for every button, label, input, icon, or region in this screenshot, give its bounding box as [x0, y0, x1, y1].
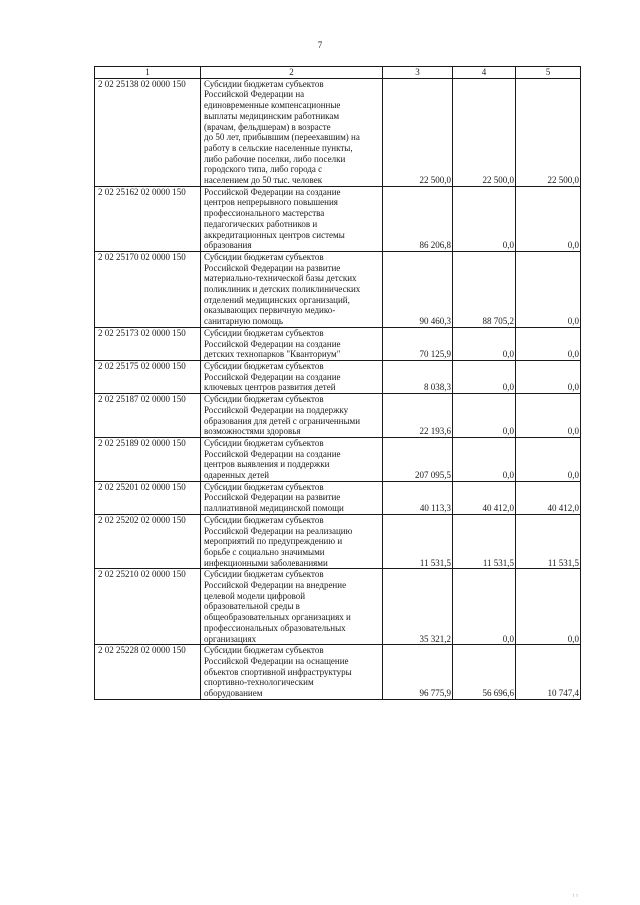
- table-row: [95, 78, 581, 186]
- table-row: [95, 569, 581, 645]
- description-cell: Субсидии бюджетам субъектов Российской Федерации на единовременные компенсационные выплаты медицинским работникам (врачам, фельдшерам) в возрасте до 50 лет, прибывшим (переехавшим) на работу в сельские населенные пункты, либо рабочие поселки, либо поселки городского типа, либо города с населением до 50 тыс. человек: [201, 78, 383, 186]
- description-cell: Субсидии бюджетам субъектов Российской Федерации на создание центров выявления и поддержки одаренных детей: [201, 437, 383, 481]
- description-cell: Субсидии бюджетам субъектов Российской Федерации на поддержку образования для детей с ограниченными возможностями здоровья: [201, 394, 383, 438]
- value-cell-col4: 22 500,0: [453, 78, 516, 186]
- budget-code-cell: 2 02 25201 02 0000 150: [95, 481, 201, 514]
- value-cell-col5: 40 412,0: [516, 481, 581, 514]
- table-row: [95, 327, 581, 360]
- value-cell-col5: 0,0: [516, 394, 581, 438]
- page-number: 7: [317, 40, 323, 50]
- budget-code-cell: 2 02 25173 02 0000 150: [95, 327, 201, 360]
- description-cell: Субсидии бюджетам субъектов Российской Федерации на реализацию мероприятий по предупреждению и борьбе с социально значимыми инфекционными заболеваниями: [201, 514, 383, 569]
- value-cell-col5: 0,0: [516, 360, 581, 393]
- value-cell-col3: 22 193,6: [383, 394, 453, 438]
- description-cell: Субсидии бюджетам субъектов Российской Федерации на развитие материально-технической базы детских поликлиник и детских поликлинических отделений медицинских организаций, оказывающих первичную медико- санитарную помощь: [201, 251, 383, 327]
- value-cell-col4: 88 705,2: [453, 251, 516, 327]
- description-cell: Субсидии бюджетам субъектов Российской Федерации на развитие паллиативной медицинской помощи: [201, 481, 383, 514]
- description-cell: Субсидии бюджетам субъектов Российской Федерации на создание ключевых центров развития детей: [201, 360, 383, 393]
- column-header: 3: [383, 67, 453, 79]
- scan-mark: ↑ ↑: [572, 894, 579, 899]
- value-cell-col5: 11 531,5: [516, 514, 581, 569]
- description-cell: Субсидии бюджетам субъектов Российской Федерации на оснащение объектов спортивной инфраструктуры спортивно-технологическим оборудованием: [201, 645, 383, 700]
- value-cell-col5: 0,0: [516, 186, 581, 251]
- description-cell: Субсидии бюджетам субъектов Российской Федерации на создание детских технопарков "Кванториум": [201, 327, 383, 360]
- budget-code-cell: 2 02 25170 02 0000 150: [95, 251, 201, 327]
- value-cell-col3: 8 038,3: [383, 360, 453, 393]
- value-cell-col3: 35 321,2: [383, 569, 453, 645]
- value-cell-col3: 90 460,3: [383, 251, 453, 327]
- value-cell-col5: 10 747,4: [516, 645, 581, 700]
- value-cell-col4: 0,0: [453, 437, 516, 481]
- column-header: 5: [516, 67, 581, 79]
- column-header: 4: [453, 67, 516, 79]
- table-header-row: [95, 67, 581, 79]
- value-cell-col3: 86 206,8: [383, 186, 453, 251]
- budget-code-cell: 2 02 25138 02 0000 150: [95, 78, 201, 186]
- table-row: [95, 186, 581, 251]
- table-row: [95, 437, 581, 481]
- value-cell-col3: 11 531,5: [383, 514, 453, 569]
- column-header: 2: [201, 67, 383, 79]
- description-cell: Субсидии бюджетам субъектов Российской Федерации на внедрение целевой модели цифровой образовательной среды в общеобразовательных организациях и профессиональных образовательных организациях: [201, 569, 383, 645]
- budget-code-cell: 2 02 25228 02 0000 150: [95, 645, 201, 700]
- budget-code-cell: 2 02 25202 02 0000 150: [95, 514, 201, 569]
- table-row: [95, 481, 581, 514]
- value-cell-col4: 40 412,0: [453, 481, 516, 514]
- value-cell-col4: 0,0: [453, 360, 516, 393]
- value-cell-col3: 22 500,0: [383, 78, 453, 186]
- value-cell-col5: 22 500,0: [516, 78, 581, 186]
- table-row: [95, 645, 581, 700]
- value-cell-col4: 56 696,6: [453, 645, 516, 700]
- budget-code-cell: 2 02 25189 02 0000 150: [95, 437, 201, 481]
- table-row: [95, 514, 581, 569]
- budget-code-cell: 2 02 25187 02 0000 150: [95, 394, 201, 438]
- value-cell-col4: 11 531,5: [453, 514, 516, 569]
- value-cell-col4: 0,0: [453, 186, 516, 251]
- value-cell-col4: 0,0: [453, 569, 516, 645]
- value-cell-col4: 0,0: [453, 394, 516, 438]
- budget-code-cell: 2 02 25162 02 0000 150: [95, 186, 201, 251]
- value-cell-col3: 207 095,5: [383, 437, 453, 481]
- value-cell-col3: 70 125,9: [383, 327, 453, 360]
- value-cell-col5: 0,0: [516, 251, 581, 327]
- table-row: [95, 394, 581, 438]
- budget-code-cell: 2 02 25210 02 0000 150: [95, 569, 201, 645]
- table-body: [95, 78, 581, 699]
- value-cell-col5: 0,0: [516, 437, 581, 481]
- table-row: [95, 251, 581, 327]
- value-cell-col3: 40 113,3: [383, 481, 453, 514]
- description-cell: Российской Федерации на создание центров непрерывного повышения профессионального мастерства педагогических работников и аккредитационных центров системы образования: [201, 186, 383, 251]
- budget-table: [94, 66, 581, 700]
- column-header: 1: [95, 67, 201, 79]
- value-cell-col5: 0,0: [516, 569, 581, 645]
- value-cell-col3: 96 775,9: [383, 645, 453, 700]
- budget-code-cell: 2 02 25175 02 0000 150: [95, 360, 201, 393]
- value-cell-col5: 0,0: [516, 327, 581, 360]
- table-row: [95, 360, 581, 393]
- value-cell-col4: 0,0: [453, 327, 516, 360]
